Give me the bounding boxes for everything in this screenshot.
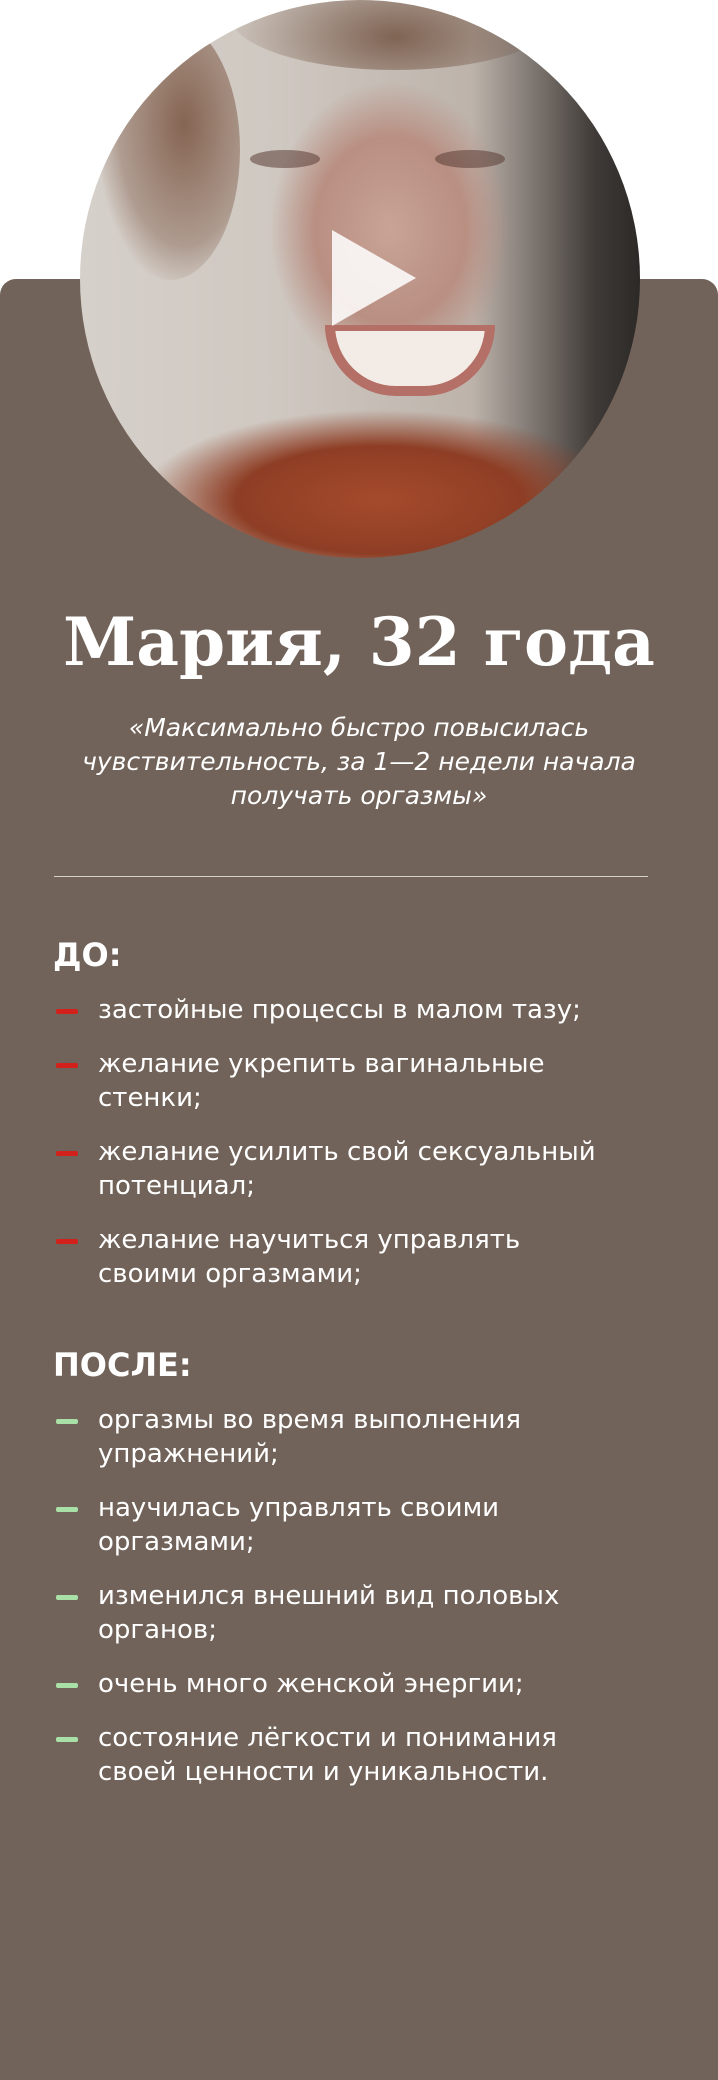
dash-marker-icon bbox=[56, 1151, 78, 1156]
dash-marker-icon bbox=[56, 1239, 78, 1244]
before-item: желание усилить свой сексуальный потенциал; bbox=[0, 1135, 718, 1203]
photo-detail bbox=[100, 20, 240, 280]
testimonial-name: Мария, 32 года bbox=[63, 603, 655, 681]
play-icon[interactable] bbox=[332, 230, 416, 326]
photo-detail bbox=[230, 0, 560, 70]
after-title: ПОСЛЕ: bbox=[53, 1346, 192, 1384]
dash-marker-icon bbox=[56, 1009, 78, 1014]
after-list bbox=[0, 1403, 718, 1809]
after-item: изменился внешний вид половых органов; bbox=[0, 1579, 718, 1647]
divider bbox=[54, 876, 648, 877]
before-title: ДО: bbox=[53, 936, 122, 974]
after-item: научилась управлять своими оргазмами; bbox=[0, 1491, 718, 1559]
after-item: оргазмы во время выполнения упражнений; bbox=[0, 1403, 718, 1471]
before-item: желание укрепить вагинальные стенки; bbox=[0, 1047, 718, 1115]
dash-marker-icon bbox=[56, 1737, 78, 1742]
before-item: застойные процессы в малом тазу; bbox=[0, 993, 718, 1027]
photo-detail bbox=[435, 150, 505, 168]
video-thumbnail[interactable] bbox=[80, 0, 640, 558]
dash-marker-icon bbox=[56, 1063, 78, 1068]
before-list bbox=[0, 993, 718, 1311]
before-item: желание научиться управлять своими оргазмами; bbox=[0, 1223, 718, 1291]
dash-marker-icon bbox=[56, 1507, 78, 1512]
dash-marker-icon bbox=[56, 1419, 78, 1424]
photo-detail bbox=[325, 325, 495, 396]
dash-marker-icon bbox=[56, 1595, 78, 1600]
photo-detail bbox=[250, 150, 320, 168]
after-item: очень много женской энергии; bbox=[0, 1667, 718, 1701]
dash-marker-icon bbox=[56, 1683, 78, 1688]
testimonial-quote: «Максимально быстро повысилась чувствительность, за 1—2 недели начала получать оргазмы» bbox=[82, 713, 636, 810]
after-item: состояние лёгкости и понимания своей ценности и уникальности. bbox=[0, 1721, 718, 1789]
